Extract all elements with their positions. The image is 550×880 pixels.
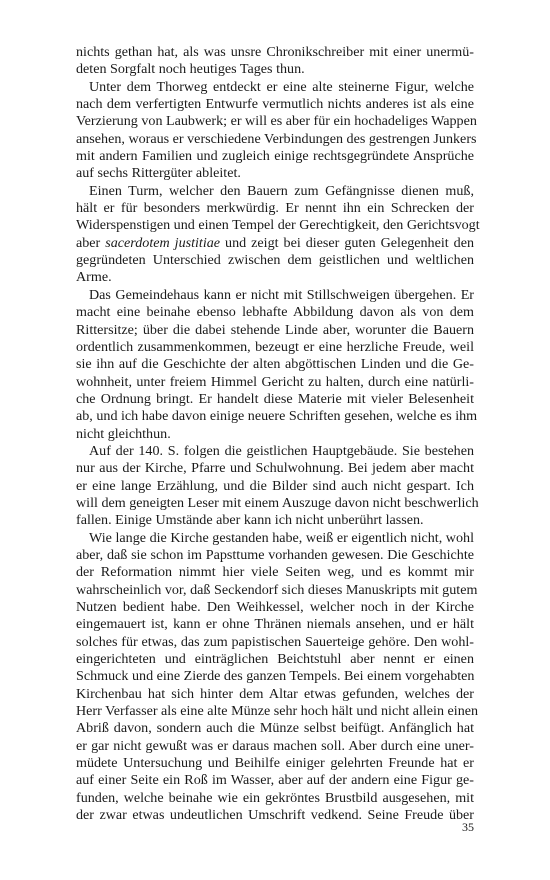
text-line: funden, welche beinahe wie ein gekröntes Brustbild ausgesehen, mit [76,789,474,806]
text-segment: aber [76,234,106,251]
text-line: Wie lange die Kirche gestanden habe, weiß er eigentlich nicht, wohl [89,529,474,546]
text-line: sie ihn auf die Geschichte der alten abgöttischen Linden und die Ge- [76,356,474,373]
text-line: Abriß davon, sondern auch die Münze selbst beifügt. Anfänglich hat [76,720,474,737]
text-line: der zwar etwas undeutlichen Umschrift vedkend. Seine Freude über [76,807,474,824]
text-line: nur aus der Kirche, Pfarre und Schulwohnung. Bei jedem aber macht [76,460,474,477]
text-line: will dem geneigten Leser mit einem Auszuge davon nicht beschwerlich [76,494,479,511]
text-line: solches für etwas, das zum papistischen Sauerteige gehöre. Den wohl- [76,633,474,650]
text-line: nicht gleichthun. [76,425,171,442]
text-line: ansehen, woraus er verschiedene Verbindungen des gestrengen Junkers [76,130,477,147]
text-line: hält er für besonders merkwürdig. Er nennt ihn ein Schrecken der [76,200,474,217]
text-line [76,235,474,252]
page-number: 35 [462,820,474,834]
text-line: er gar nicht gewußt was er daraus machen soll. Aber durch eine uner- [76,737,474,754]
text-line: nichts gethan hat, als was unsre Chronikschreiber mit einer unermü- [76,44,474,60]
text-line: che Ordnung bringt. Er handelt diese Materie mit vieler Belesenheit [76,390,474,407]
text-line: aber, daß sie schon im Papsttume vorhanden gewesen. Die Geschichte [76,546,474,563]
text-line: Das Gemeindehaus kann er nicht mit Stillschweigen übergehen. Er [89,286,474,303]
text-line: fallen. Einige Umstände aber kann ich nicht unberührt lassen. [76,512,424,529]
text-line: müdete Untersuchung und Beihilfe einiger gelehrten Freunde hat er [76,755,474,772]
text-line: Verzierung von Laubwerk; er will es aber für ein hochadeliges Wappen [76,113,477,130]
text-line: mit andern Familien und zugleich einige rechtsgegründete Ansprüche [76,148,474,165]
text-line: wohnheit, unter freiem Himmel Gericht zu halten, durch eine natürli- [76,373,474,390]
text-line: Schmuck und eine Zierde des ganzen Tempels. Bei einem vorgehabten [76,668,475,685]
text-line: Auf der 140. S. folgen die geistlichen Hauptgebäude. Sie bestehen [89,442,474,459]
text-line: der Reformation nimmt hier viele Seiten weg, und es kommt mir [76,564,474,581]
text-line: auf einer Seite ein Roß im Wasser, aber auf der andern eine Figur ge- [76,772,474,789]
text-line: Rittersitze; über die dabei stehende Linde aber, worunter die Bauern [76,321,474,338]
text-line: macht eine beinahe ebenso lebhafte Abbildung davon als von dem [76,304,474,321]
text-line: Einen Turm, welcher den Bauern zum Gefängnisse dienen muß, [89,182,474,199]
text-line: Kirchenbau hat sich hinter dem Altar etwas gefunden, welches der [76,685,474,702]
text-segment: und zeigt bei dieser guten Gelegenheit den [220,234,475,251]
text-line: ab, und ich habe davon einige neuere Schriften gesehen, welche es ihm [76,408,478,425]
text-line: gegründeten Unterschied zwischen dem geistlichen und weltlichen [76,252,474,269]
text-line: nach dem verfertigten Entwurfe vermutlich nichts anderes ist als eine [76,96,474,113]
text-line: Unter dem Thorweg entdeckt er eine alte steinerne Figur, welche [89,78,474,95]
text-line: deten Sorgfalt noch heutiges Tages thun. [76,61,305,78]
text-line: er eine lange Erzählung, und die Bilder sind auch nicht gespart. Ich [76,477,474,494]
latin-phrase: sacerdotem justitiae [105,234,221,251]
body-text [76,44,480,824]
text-line: Arme. [76,269,112,286]
text-line: eingemauert ist, kann er ohne Thränen niemals ansehen, und er hält [76,616,474,633]
text-line: Nutzen bedient habe. Den Weihkessel, welcher noch in der Kirche [76,599,474,615]
text-line: auf sechs Rittergüter ableitet. [76,165,241,182]
text-line: wahrscheinlich vor, daß Seckendorf sich dieses Manuskripts mit gutem [76,581,478,598]
text-line: ordentlich zusammenkommen, bezeugt er eine herzliche Freude, weil [76,338,474,355]
text-line: eingerichteten und einträglichen Beichtstuhl aber nennt er einen [76,651,474,668]
text-line: Herr Verfasser als eine alte Münze sehr hoch hält und nicht allein einen [76,703,479,720]
text-line: Widerspenstigen und einen Tempel der Gerechtigkeit, den Gerichtsvogt [76,217,480,234]
